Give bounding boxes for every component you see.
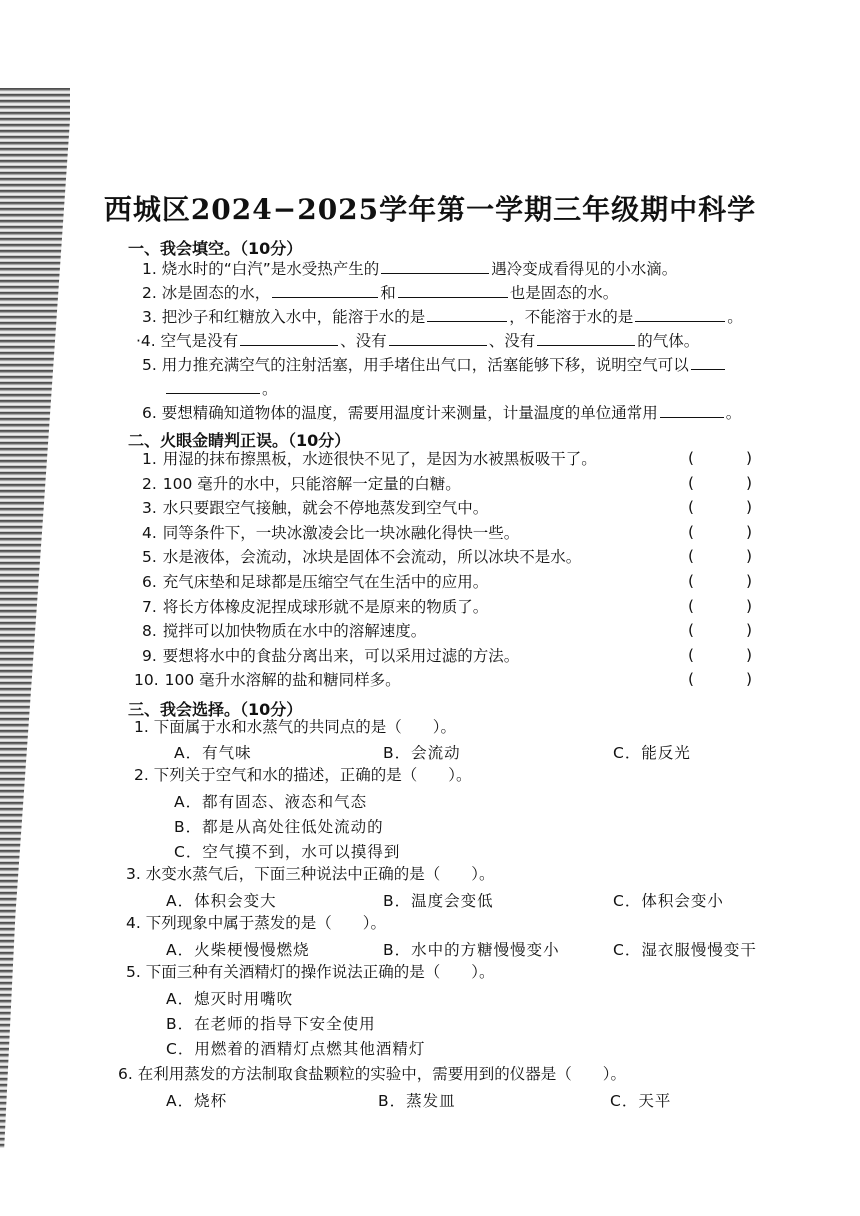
paren-close: )	[745, 547, 752, 566]
answer-blank[interactable]	[166, 379, 260, 394]
choice-q2-option-b[interactable]: B．都是从高处往低处流动的	[174, 818, 384, 836]
paren-open: (	[688, 645, 695, 664]
paren-open: (	[688, 522, 695, 541]
q-text: 把沙子和红糖放入水中，能溶于水的是	[161, 308, 426, 326]
tf-item	[142, 449, 597, 469]
answer-parentheses[interactable]	[688, 572, 752, 590]
q-text: 和	[380, 284, 396, 302]
q-text: 要想精确知道物体的温度，需要用温度计来测量，计量温度的单位通常用	[161, 404, 658, 422]
q-text: 用力推充满空气的注射活塞，用手堵住出气口，活塞能够下移，说明空气可以	[161, 356, 689, 374]
q-number: 5.	[142, 548, 157, 567]
choice-q5-stem: 5. 下面三种有关酒精灯的操作说法正确的是（ ）。	[126, 963, 495, 981]
choice-q3-stem: 3. 水变水蒸气后，下面三种说法中正确的是（ ）。	[126, 865, 495, 883]
choice-q1-option-a[interactable]: A．有气味	[174, 744, 252, 762]
q-number: 6.	[142, 573, 157, 591]
q-text: 。	[725, 404, 742, 422]
paren-open: (	[688, 547, 695, 566]
choice-q4-option-a[interactable]: A．火柴梗慢慢燃烧	[166, 941, 310, 959]
q-text: 充气床垫和足球都是压缩空气在生活中的应用。	[162, 573, 489, 591]
paren-open: (	[688, 670, 695, 689]
fill-q5-cont	[164, 379, 278, 399]
q-text: 100 毫升的水中，只能溶解一定量的白糖。	[162, 474, 461, 493]
q-number: 7.	[142, 597, 157, 616]
q-text: 水是液体，会流动，冰块是固体不会流动，所以冰块不是水。	[162, 548, 582, 567]
tf-item	[142, 523, 519, 543]
choice-q4-option-b[interactable]: B．水中的方糖慢慢变小	[383, 941, 560, 959]
q-text: 空气是没有	[160, 332, 239, 350]
q-number: ·4.	[136, 332, 156, 350]
fill-q4	[136, 331, 699, 351]
q-number: 10.	[134, 671, 159, 690]
answer-blank[interactable]	[389, 331, 487, 346]
q-number: 2.	[142, 284, 157, 302]
paren-close: )	[745, 596, 752, 615]
paren-open: (	[688, 498, 695, 517]
paren-close: )	[745, 645, 752, 664]
paren-close: )	[745, 621, 752, 640]
fill-q5	[142, 355, 727, 375]
q-number: 3.	[142, 308, 157, 326]
tf-item	[142, 474, 461, 494]
tf-item	[142, 572, 488, 592]
paren-open: (	[688, 621, 695, 640]
q-number: 5.	[142, 356, 157, 374]
answer-parentheses[interactable]	[688, 474, 752, 492]
q-number: 3.	[142, 499, 157, 518]
answer-parentheses[interactable]	[688, 670, 752, 688]
paren-open: (	[688, 596, 695, 615]
answer-blank[interactable]	[660, 403, 724, 418]
paren-open: (	[688, 449, 695, 467]
answer-blank[interactable]	[272, 283, 378, 298]
section2-heading: 二、火眼金睛判正误。（10分）	[128, 431, 351, 450]
tf-item	[142, 597, 488, 617]
choice-q3-option-a[interactable]: A．体积会变大	[166, 892, 277, 910]
q-text: 的气体。	[637, 332, 700, 350]
choice-q6-option-b[interactable]: B．蒸发皿	[378, 1092, 456, 1110]
paren-close: )	[745, 498, 752, 517]
q-number: 9.	[142, 646, 157, 665]
section3-heading: 三、我会选择。（10分）	[128, 700, 303, 719]
answer-parentheses[interactable]	[688, 597, 752, 615]
choice-q5-option-c[interactable]: C．用燃着的酒精灯点燃其他酒精灯	[166, 1040, 426, 1058]
paren-open: (	[688, 572, 695, 590]
q-text: 同等条件下，一块冰激凌会比一块冰融化得快一些。	[162, 523, 520, 542]
choice-q2-stem: 2. 下列关于空气和水的描述，正确的是（ ）。	[134, 766, 472, 784]
q-text: 冰是固态的水，	[161, 284, 271, 302]
q-number: 1.	[142, 450, 157, 468]
choice-q1-option-c[interactable]: C．能反光	[613, 744, 691, 762]
tf-item	[142, 646, 519, 666]
fill-q6	[142, 403, 741, 423]
answer-parentheses[interactable]	[688, 621, 752, 639]
answer-blank[interactable]	[691, 355, 725, 370]
tf-item	[142, 498, 488, 518]
q-text: 要想将水中的食盐分离出来，可以采用过滤的方法。	[162, 646, 520, 665]
choice-q3-option-c[interactable]: C．体积会变小	[613, 892, 724, 910]
q-number: 8.	[142, 622, 157, 641]
paren-close: )	[745, 449, 752, 467]
choice-q6-stem: 6. 在利用蒸发的方法制取食盐颗粒的实验中，需要用到的仪器是（ ）。	[118, 1065, 626, 1083]
choice-q4-stem: 4. 下列现象中属于蒸发的是（ ）。	[126, 914, 386, 932]
paren-close: )	[745, 670, 752, 689]
tf-item	[134, 670, 401, 690]
q-text: 。	[262, 380, 278, 398]
answer-blank[interactable]	[398, 283, 508, 298]
fill-q1	[142, 259, 677, 279]
paren-close: )	[745, 572, 752, 590]
q-number: 6.	[142, 404, 157, 422]
choice-q1-option-b[interactable]: B．会流动	[383, 744, 461, 762]
answer-blank[interactable]	[381, 259, 489, 274]
binding-edge	[0, 88, 70, 1148]
choice-q6-option-a[interactable]: A．烧杯	[166, 1092, 228, 1110]
q-text: 、没有	[488, 332, 536, 350]
choice-q6-option-c[interactable]: C．天平	[610, 1092, 672, 1110]
page-title: 西城区2024−2025学年第一学期三年级期中科学	[103, 193, 757, 226]
q-text: 100 毫升水溶解的盐和糖同样多。	[164, 671, 401, 690]
answer-parentheses[interactable]	[688, 449, 752, 467]
q-text: 、没有	[340, 332, 387, 350]
q-text: 。	[727, 308, 743, 326]
q-number: 4.	[142, 523, 157, 542]
answer-blank[interactable]	[635, 307, 725, 322]
paren-close: )	[745, 522, 752, 541]
answer-parentheses[interactable]	[688, 646, 752, 664]
answer-blank[interactable]	[240, 331, 338, 346]
choice-q2-option-c[interactable]: C．空气摸不到，水可以摸得到	[174, 843, 401, 861]
section1-heading: 一、我会填空。（10分）	[128, 239, 303, 258]
q-text: ，不能溶于水的是	[509, 308, 634, 326]
paren-close: )	[745, 473, 752, 492]
paren-open: (	[688, 473, 695, 492]
q-text: 搅拌可以加快物质在水中的溶解速度。	[162, 622, 427, 641]
answer-blank[interactable]	[427, 307, 507, 322]
q-text: 遇冷变成看得见的小水滴。	[491, 260, 678, 278]
q-number: 1.	[142, 260, 157, 278]
choice-q5-option-a[interactable]: A．熄灭时用嘴吹	[166, 990, 294, 1008]
answer-blank[interactable]	[537, 331, 635, 346]
choice-q1-stem: 1. 下面属于水和水蒸气的共同点的是（ ）。	[134, 718, 456, 736]
q-text: 也是固态的水。	[509, 284, 619, 302]
tf-item	[142, 547, 581, 567]
choice-q5-option-b[interactable]: B．在老师的指导下安全使用	[166, 1015, 376, 1033]
answer-parentheses[interactable]	[688, 498, 752, 516]
q-text: 烧水时的“白汽”是水受热产生的	[161, 260, 380, 278]
q-text: 将长方体橡皮泥捏成球形就不是原来的物质了。	[162, 597, 489, 616]
q-text: 水只要跟空气接触，就会不停地蒸发到空气中。	[162, 499, 489, 518]
answer-parentheses[interactable]	[688, 523, 752, 541]
choice-q3-option-b[interactable]: B．温度会变低	[383, 892, 494, 910]
answer-parentheses[interactable]	[688, 547, 752, 565]
choice-q2-option-a[interactable]: A．都有固态、液态和气态	[174, 793, 368, 811]
q-number: 2.	[142, 474, 157, 493]
fill-q3	[142, 307, 743, 327]
fill-q2	[142, 283, 618, 303]
q-text: 用湿的抹布擦黑板，水迹很快不见了，是因为水被黑板吸干了。	[162, 450, 597, 468]
tf-item	[142, 621, 426, 641]
choice-q4-option-c[interactable]: C．湿衣服慢慢变干	[613, 941, 757, 959]
